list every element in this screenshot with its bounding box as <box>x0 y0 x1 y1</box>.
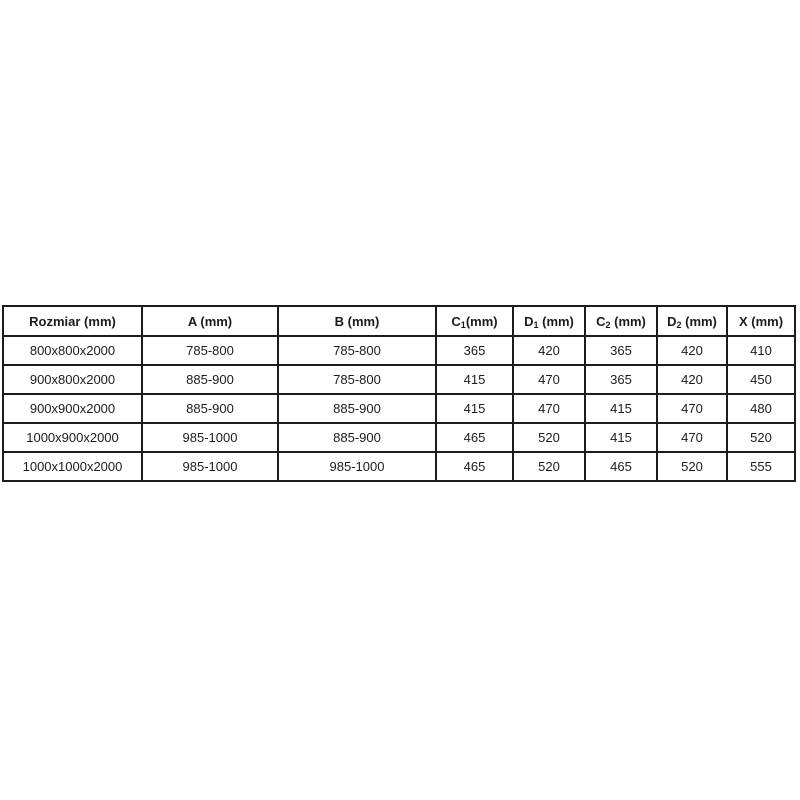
value-cell: 365 <box>436 336 513 365</box>
column-header <box>278 306 436 336</box>
table-header <box>3 306 795 336</box>
value-cell: 415 <box>585 394 657 423</box>
value-cell: 785-800 <box>278 336 436 365</box>
value-cell: 555 <box>727 452 795 481</box>
value-cell: 470 <box>513 394 585 423</box>
column-header-label: C <box>451 313 461 329</box>
column-header-label: D <box>524 313 534 329</box>
column-header-label: Rozmiar (mm) <box>29 313 116 329</box>
column-header-subscript: 1 <box>460 319 466 330</box>
value-cell: 885-900 <box>278 423 436 452</box>
value-cell: 420 <box>657 365 727 394</box>
value-cell: 420 <box>657 336 727 365</box>
column-header <box>436 306 513 336</box>
table-row <box>3 394 795 423</box>
column-header-label: A (mm) <box>187 313 233 329</box>
value-cell: 465 <box>436 423 513 452</box>
value-cell: 785-800 <box>142 336 278 365</box>
value-cell: 415 <box>436 394 513 423</box>
table-row <box>3 336 795 365</box>
table-row <box>3 423 795 452</box>
value-cell: 885-900 <box>278 394 436 423</box>
table-body <box>3 336 795 481</box>
value-cell: 985-1000 <box>142 423 278 452</box>
column-header <box>585 306 657 336</box>
value-cell: 470 <box>513 365 585 394</box>
value-cell: 420 <box>513 336 585 365</box>
column-header-unit: (mm) <box>610 313 646 329</box>
size-cell: 1000x1000x2000 <box>3 452 142 481</box>
value-cell: 480 <box>727 394 795 423</box>
value-cell: 470 <box>657 394 727 423</box>
value-cell: 470 <box>657 423 727 452</box>
table-row <box>3 452 795 481</box>
value-cell: 520 <box>513 423 585 452</box>
header-row <box>3 306 795 336</box>
column-header <box>727 306 795 336</box>
column-header-label: X (mm) <box>738 313 784 329</box>
value-cell: 365 <box>585 365 657 394</box>
size-cell: 1000x900x2000 <box>3 423 142 452</box>
value-cell: 415 <box>436 365 513 394</box>
column-header <box>3 306 142 336</box>
column-header-subscript: 2 <box>676 319 682 330</box>
value-cell: 410 <box>727 336 795 365</box>
column-header-subscript: 1 <box>533 319 539 330</box>
column-header-label: D <box>667 313 677 329</box>
column-header <box>657 306 727 336</box>
column-header-unit: (mm) <box>465 313 498 329</box>
value-cell: 785-800 <box>278 365 436 394</box>
value-cell: 885-900 <box>142 365 278 394</box>
dimensions-table <box>2 305 796 482</box>
value-cell: 415 <box>585 423 657 452</box>
column-header-unit: (mm) <box>681 313 717 329</box>
value-cell: 465 <box>436 452 513 481</box>
value-cell: 520 <box>513 452 585 481</box>
size-cell: 900x800x2000 <box>3 365 142 394</box>
size-cell: 800x800x2000 <box>3 336 142 365</box>
column-header <box>513 306 585 336</box>
value-cell: 885-900 <box>142 394 278 423</box>
value-cell: 465 <box>585 452 657 481</box>
size-cell: 900x900x2000 <box>3 394 142 423</box>
value-cell: 450 <box>727 365 795 394</box>
table-row <box>3 365 795 394</box>
column-header-subscript: 2 <box>605 319 611 330</box>
value-cell: 520 <box>657 452 727 481</box>
column-header-label: C <box>596 313 606 329</box>
column-header-label: B (mm) <box>334 313 380 329</box>
column-header <box>142 306 278 336</box>
value-cell: 365 <box>585 336 657 365</box>
value-cell: 985-1000 <box>142 452 278 481</box>
value-cell: 985-1000 <box>278 452 436 481</box>
column-header-unit: (mm) <box>538 313 574 329</box>
value-cell: 520 <box>727 423 795 452</box>
